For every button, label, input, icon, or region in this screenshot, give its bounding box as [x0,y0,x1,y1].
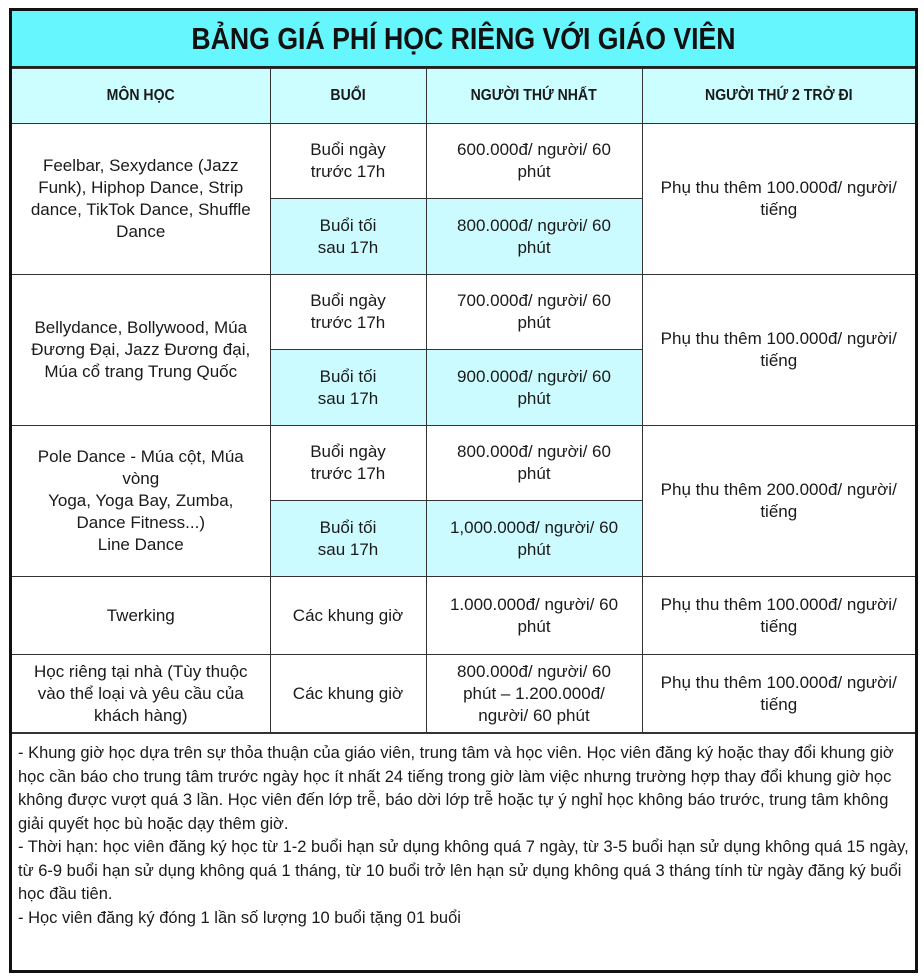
extra-fee-cell: Phụ thu thêm 200.000đ/ người/ tiếng [642,426,915,577]
session-cell: Buổi tối sau 17h [270,350,426,426]
price-cell: 900.000đ/ người/ 60 phút [426,350,642,426]
extra-fee-cell: Phụ thu thêm 100.000đ/ người/ tiếng [642,275,915,426]
note-validity: - Thời hạn: học viên đăng ký học từ 1-2 buổi hạn sử dụng không quá 7 ngày, từ 3-5 buổi hạn sử dụng không quá 15 ngày, từ 6-9 buổi hạn sử dụng không quá 1 tháng, từ 10 buổi trở lên hạn sử dụng không quá 3 tháng tính từ ngày đăng ký buổi học đầu tiên. [18,838,909,903]
price-cell: 800.000đ/ người/ 60 phút [426,426,642,501]
price-cell: 1.000.000đ/ người/ 60 phút [426,577,642,655]
table-row [12,577,915,655]
subject-line: Yoga, Yoga Bay, Zumba, Dance Fitness...) [48,491,234,532]
subject-cell: Feelbar, Sexydance (Jazz Funk), Hiphop Dance, Strip dance, TikTok Dance, Shuffle Dance [12,124,270,275]
extra-fee-cell: Phụ thu thêm 100.000đ/ người/ tiếng [642,655,915,733]
subject-cell: Bellydance, Bollywood, Múa Đương Đại, Jazz Đương đại, Múa cổ trang Trung Quốc [12,275,270,426]
price-cell: 800.000đ/ người/ 60 phút [426,199,642,275]
header-first-person: NGƯỜI THỨ NHẤT [426,69,642,124]
header-second-person: NGƯỜI THỨ 2 TRỞ ĐI [642,69,915,124]
session-cell: Buổi tối sau 17h [270,199,426,275]
subject-cell: Học riêng tại nhà (Tùy thuộc vào thể loại và yêu cầu của khách hàng) [12,655,270,733]
notes-section [12,733,915,930]
header-row [12,69,915,124]
price-cell: 1,000.000đ/ người/ 60 phút [426,501,642,577]
session-cell: Các khung giờ [270,655,426,733]
subject-line: Pole Dance - Múa cột, Múa vòng [37,447,244,488]
price-cell: 700.000đ/ người/ 60 phút [426,275,642,350]
subject-cell [12,426,270,577]
subject-cell: Twerking [12,577,270,655]
price-cell: 600.000đ/ người/ 60 phút [426,124,642,199]
price-table [12,68,915,733]
session-cell: Các khung giờ [270,577,426,655]
header-subject: MÔN HỌC [12,69,270,124]
table-row [12,275,915,350]
title-band [12,11,915,68]
session-cell: Buổi ngày trước 17h [270,426,426,501]
session-cell: Buổi ngày trước 17h [270,124,426,199]
note-bonus: - Học viên đăng ký đóng 1 lần số lượng 10 buổi tặng 01 buổi [18,908,461,927]
page-title: BẢNG GIÁ PHÍ HỌC RIÊNG VỚI GIÁO VIÊN [75,11,852,66]
note-schedule: - Khung giờ học dựa trên sự thỏa thuận của giáo viên, trung tâm và học viên. Học viên đăng ký hoặc thay đổi khung giờ học cần báo cho trung tâm trước ngày học ít nhất 24 tiếng trong giờ làm việc nhưng trường hợp thay đổi khung giờ học không được vượt quá 3 lần. Học viên đến lớp trễ, báo dời lớp trễ hoặc tự ý nghỉ học không báo trước, trung tâm không giải quyết học bù hoặc dạy thêm giờ. [18,744,894,833]
session-cell: Buổi tối sau 17h [270,501,426,577]
table-row [12,655,915,733]
subject-line: Line Dance [97,535,184,554]
extra-fee-cell: Phụ thu thêm 100.000đ/ người/ tiếng [642,124,915,275]
extra-fee-cell: Phụ thu thêm 100.000đ/ người/ tiếng [642,577,915,655]
table-row [12,426,915,501]
table-row [12,124,915,199]
price-table-frame [9,8,918,973]
header-session: BUỔI [270,69,426,124]
price-cell: 800.000đ/ người/ 60 phút – 1.200.000đ/ người/ 60 phút [426,655,642,733]
session-cell: Buổi ngày trước 17h [270,275,426,350]
